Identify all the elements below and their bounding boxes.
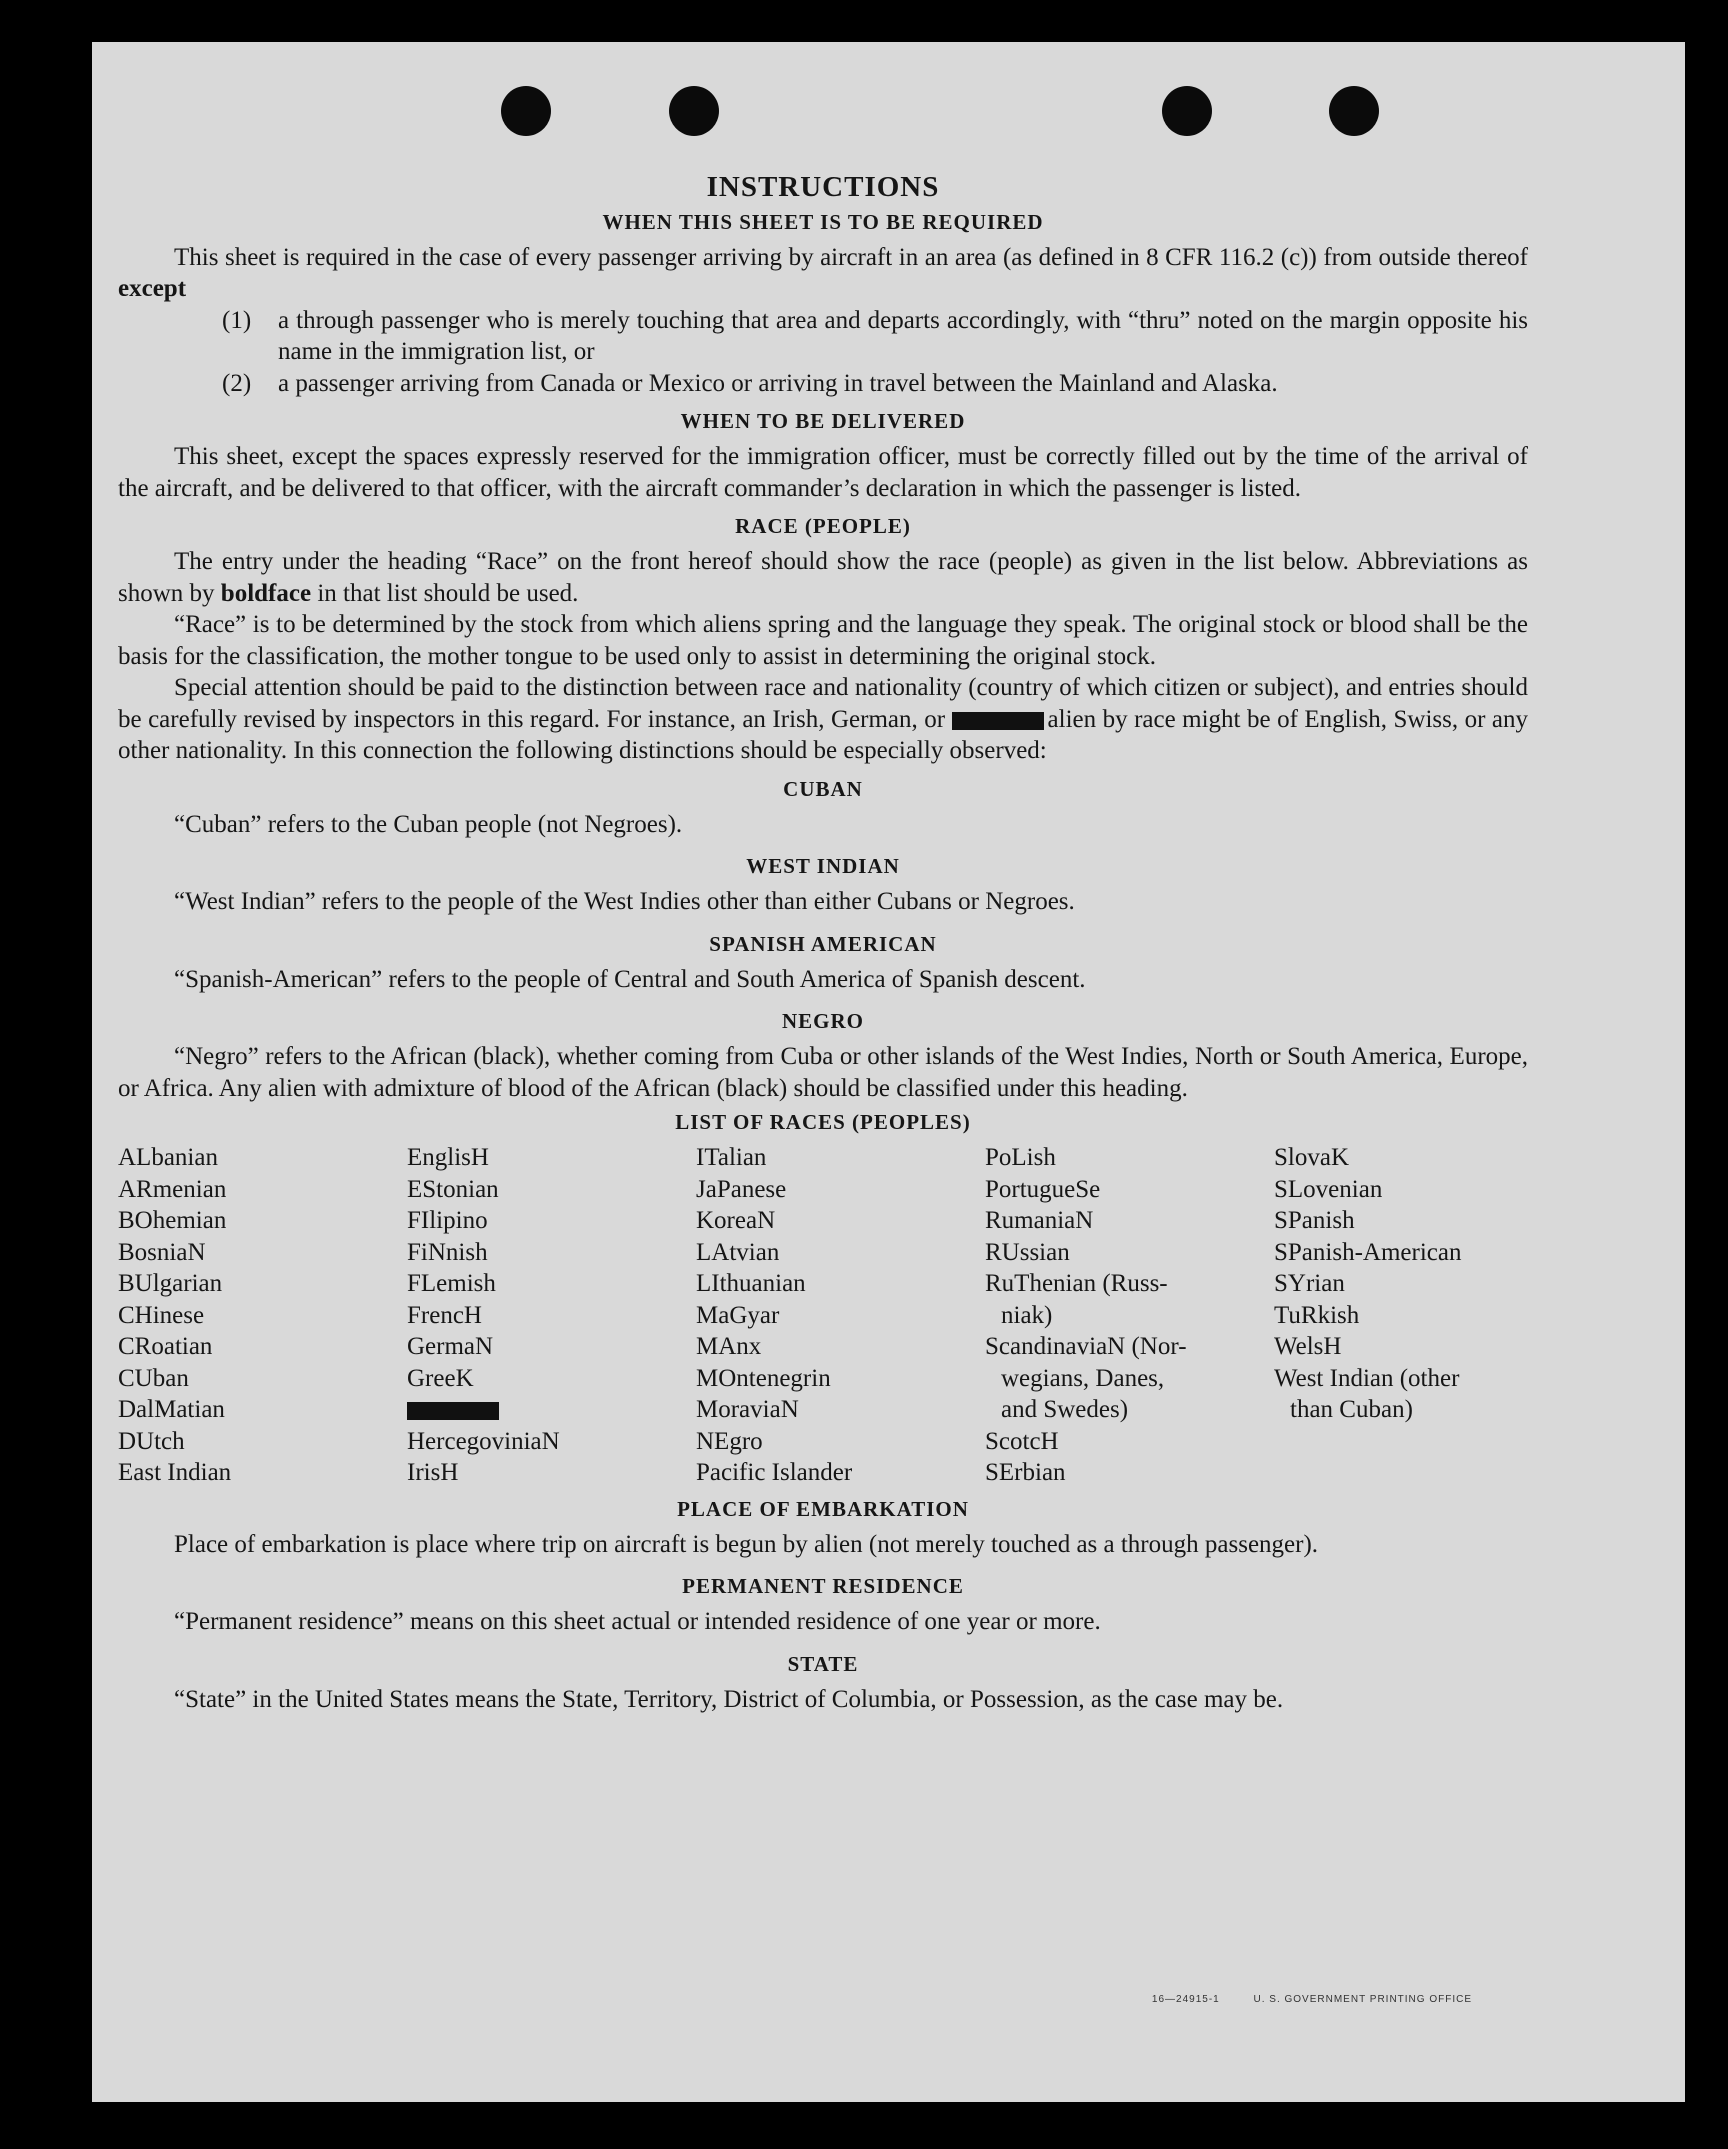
spanish-american-text: “Spanish-American” refers to the people of Central and South America of Spanish descent. (174, 965, 1086, 993)
race-list-item: HercegoviniaN (407, 1427, 560, 1455)
race-list-item: DalMatian (118, 1396, 225, 1423)
print-footer (1152, 1994, 1502, 2005)
race-list-item: LIthuanian (696, 1270, 806, 1297)
race-list-item: IrisH (407, 1459, 459, 1486)
race-list-item: KoreaN (696, 1207, 776, 1234)
race-list-item: PoLish (985, 1144, 1056, 1171)
race-list-item: EnglisH (407, 1144, 489, 1171)
punch-hole (669, 86, 719, 136)
race-list-item: than Cuban) (1290, 1396, 1413, 1423)
race-list-item: ALbanian (118, 1144, 218, 1171)
required-intro: This sheet is required in the case of every passenger arriving by aircraft in an area (as defined in 8 CFR 116.2 (c)) from outside thereof except (118, 243, 1528, 302)
section-heading-embarkation: PLACE OF EMBARKATION (677, 1496, 969, 1521)
race-list-item: CRoatian (118, 1333, 213, 1360)
race-list-item: MaGyar (696, 1301, 780, 1329)
race-list-item: FLemish (407, 1270, 496, 1297)
race-list-item: SPanish (1274, 1207, 1355, 1234)
residence-text: “Permanent residence” means on this sheet actual or intended residence of one year or more. (174, 1608, 1101, 1635)
redaction-mark (952, 712, 1044, 730)
redaction-mark (407, 1402, 499, 1420)
west-indian-text: “West Indian” refers to the people of the West Indies other than either Cubans or Negroes. (174, 888, 1075, 915)
race-list-item: ARmenian (118, 1175, 227, 1203)
race-list-item: West Indian (other (1274, 1364, 1460, 1392)
exception-item-1: (1) a through passenger who is merely touching that area and departs accordingly, with “thru” noted on the margin opposite his name in the immigration list, or (222, 306, 1528, 365)
race-list-item: SlovaK (1274, 1144, 1349, 1171)
race-list-item: ITalian (696, 1144, 767, 1171)
race-list-item: FrencH (407, 1301, 482, 1329)
race-list-item: WelsH (1274, 1333, 1342, 1360)
race-list-item: GreeK (407, 1364, 474, 1392)
state-text: “State” in the United States means the State, Territory, District of Columbia, or Possession, as the case may be. (174, 1685, 1284, 1713)
race-list-item: NEgro (696, 1427, 763, 1455)
race-list-item: RuThenian (Russ- (985, 1270, 1168, 1297)
section-heading-residence: PERMANENT RESIDENCE (682, 1574, 964, 1598)
section-heading-state: STATE (787, 1651, 859, 1676)
race-list-item: RumaniaN (985, 1207, 1094, 1234)
race-column-3 (696, 1142, 985, 1489)
printer-credit: U. S. GOVERNMENT PRINTING OFFICE (1253, 1994, 1472, 2005)
race-list-item: BUlgarian (118, 1270, 223, 1297)
race-list-item: JaPanese (696, 1175, 787, 1203)
section-heading-negro: NEGRO (781, 1009, 864, 1033)
race-list-item: PortugueSe (985, 1175, 1101, 1203)
race-list-item: CUban (118, 1364, 189, 1392)
cuban-text: “Cuban” refers to the Cuban people (not Negroes). (174, 810, 683, 838)
punch-hole (501, 86, 551, 136)
form-number: 16—24915-1 (1151, 1994, 1220, 2005)
race-column-4 (985, 1142, 1274, 1489)
race-list-item: SPanish-American (1274, 1238, 1462, 1266)
punch-hole (1162, 86, 1212, 136)
race-list-item: BOhemian (118, 1207, 227, 1234)
race-list-item: East Indian (118, 1459, 232, 1486)
section-heading-spanish-american: SPANISH AMERICAN (709, 931, 937, 956)
race-list-item: and Swedes) (1001, 1396, 1129, 1423)
section-heading-west-indian: WEST INDIAN (746, 854, 900, 878)
race-list-item: MoraviaN (696, 1396, 799, 1423)
race-list-item: ScotcH (985, 1427, 1059, 1455)
delivered-text: This sheet, except the spaces expressly reserved for the immigration officer, must be correctly filled out by the time of the arrival of the aircraft, and be delivered to that officer, with the aircraft commander’s declaration in which the passenger is listed. (118, 443, 1528, 502)
race-paragraph-2: “Race” is to be determined by the stock from which aliens spring and the language they speak. The original stock or blood shall be the basis for the classification, the mother tongue to be used only to assist in determining the original stock. (118, 611, 1528, 670)
exception-item-2: (2) a passenger arriving from Canada or Mexico or arriving in travel between the Mainland and Alaska. (222, 369, 1278, 397)
race-list-item: MOntenegrin (696, 1364, 831, 1392)
race-paragraph-3: Special attention should be paid to the distinction between race and nationality (country of which citizen or subject), and entries should be carefully revised by inspectors in this regard. For instance, an Irish, German, or alien by race might be of English, Swiss, or any other nationality. In this connection the following distinctions should be especially observed: (118, 674, 1528, 764)
embarkation-text: Place of embarkation is place where trip on aircraft is begun by alien (not merely touched as a through passenger). (174, 1530, 1319, 1558)
race-list (118, 1142, 1528, 1489)
race-list-item: Pacific Islander (696, 1459, 853, 1486)
section-heading-race-list: LIST OF RACES (PEOPLES) (675, 1110, 971, 1134)
document-page (92, 42, 1685, 2102)
race-list-item: wegians, Danes, (1001, 1364, 1165, 1392)
instructions-body (118, 172, 1528, 1715)
race-list-item: SLovenian (1274, 1175, 1383, 1203)
section-heading-delivered: WHEN TO BE DELIVERED (680, 409, 966, 433)
section-heading-race: RACE (PEOPLE) (735, 514, 911, 538)
race-list-item: DUtch (118, 1427, 185, 1455)
race-list-item: RUssian (985, 1238, 1070, 1266)
page-title: INSTRUCTIONS (706, 171, 940, 203)
race-paragraph-1: The entry under the heading “Race” on the front hereof should show the race (people) as given in the list below. Abbreviations as shown by boldface in that list should be used. (118, 548, 1528, 607)
race-list-item: TuRkish (1274, 1301, 1360, 1329)
race-list-item: ScandinaviaN (Nor- (985, 1333, 1187, 1360)
punch-hole (1329, 86, 1379, 136)
race-list-item (407, 1394, 696, 1426)
section-heading-required: WHEN THIS SHEET IS TO BE REQUIRED (602, 209, 1044, 234)
race-list-item: niak) (1001, 1301, 1053, 1329)
race-list-item: SErbian (985, 1459, 1066, 1486)
race-list-item: GermaN (407, 1333, 494, 1360)
section-heading-cuban: CUBAN (783, 776, 863, 801)
race-list-item: FiNnish (407, 1238, 488, 1266)
race-list-item: CHinese (118, 1301, 205, 1329)
race-list-item: EStonian (407, 1175, 499, 1203)
race-column-5 (1274, 1142, 1534, 1489)
race-list-item: LAtvian (696, 1238, 780, 1266)
race-list-item: SYrian (1274, 1270, 1345, 1297)
race-list-item: FIlipino (407, 1207, 488, 1234)
race-column-2 (407, 1142, 696, 1489)
race-column-1 (118, 1142, 407, 1489)
negro-text: “Negro” refers to the African (black), whether coming from Cuba or other islands of the West Indies, North or South America, Europe, or Africa. Any alien with admixture of blood of the African (black) should be classified under this heading. (118, 1043, 1528, 1102)
race-list-item: BosniaN (118, 1238, 206, 1266)
race-list-item: MAnx (696, 1333, 762, 1360)
